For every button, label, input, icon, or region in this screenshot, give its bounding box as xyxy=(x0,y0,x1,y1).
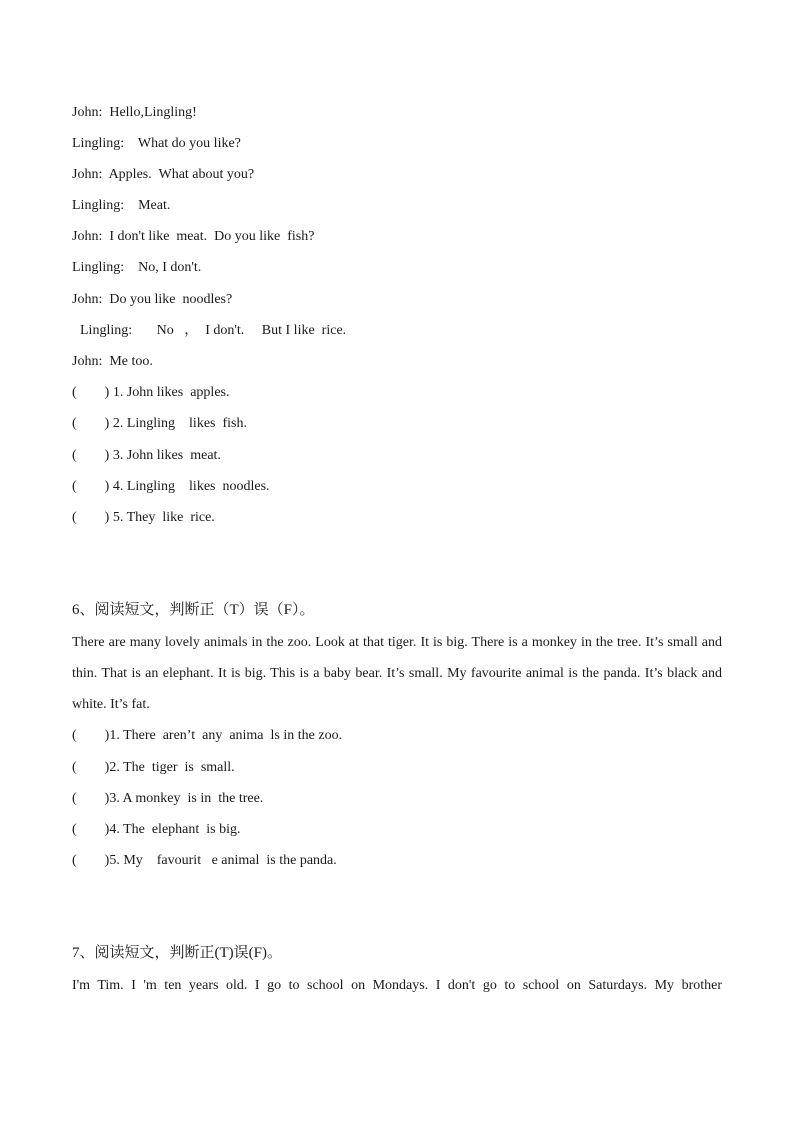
true-false-question: ( ) 3. John likes meat. xyxy=(72,448,221,463)
true-false-question: ( )1. There aren’t any anima ls in the zoo. xyxy=(72,728,343,743)
dialogue-line: Lingling: No ， I don't. But I like rice. xyxy=(80,323,347,338)
dialogue-line: John: Apples. What about you? xyxy=(72,167,255,182)
dialogue-line: Lingling: What do you like? xyxy=(72,136,241,151)
true-false-question: ( ) 5. They like rice. xyxy=(72,510,215,525)
true-false-question: ( ) 4. Lingling likes noodles. xyxy=(72,479,270,494)
true-false-question: ( )3. A monkey is in the tree. xyxy=(72,791,264,806)
dialogue-line: John: Do you like noodles? xyxy=(72,292,233,307)
true-false-question: ( ) 2. Lingling likes fish. xyxy=(72,416,247,431)
dialogue-line: John: Me too. xyxy=(72,354,153,369)
true-false-question: ( ) 1. John likes apples. xyxy=(72,385,230,400)
section-7-heading: 7、阅读短文，判断正(T)误(F)。 xyxy=(72,945,282,961)
true-false-question: ( )2. The tiger is small. xyxy=(72,760,235,775)
dialogue-line: Lingling: Meat. xyxy=(72,198,171,213)
section-7-passage: I'm Tim. I 'm ten years old. I go to school on Mondays. I don't go to school on Saturdays. My brother xyxy=(72,978,722,993)
section-6-passage: There are many lovely animals in the zoo. Look at that tiger. It is big. There is a monkey in the tree. It’s small and thin. That is an elephant. It is big. This is a baby bear. It’s small. My favourite animal is the panda. It’s black and white. It’s fat. xyxy=(72,635,722,712)
dialogue-line: John: I don't like meat. Do you like fish? xyxy=(72,229,315,244)
section-6-heading: 6、阅读短文，判断正（T）误（F）。 xyxy=(72,602,315,618)
dialogue-line: Lingling: No, I don't. xyxy=(72,260,202,275)
true-false-question: ( )5. My favourit e animal is the panda. xyxy=(72,853,337,868)
dialogue-line: John: Hello,Lingling! xyxy=(72,105,197,120)
true-false-question: ( )4. The elephant is big. xyxy=(72,822,241,837)
